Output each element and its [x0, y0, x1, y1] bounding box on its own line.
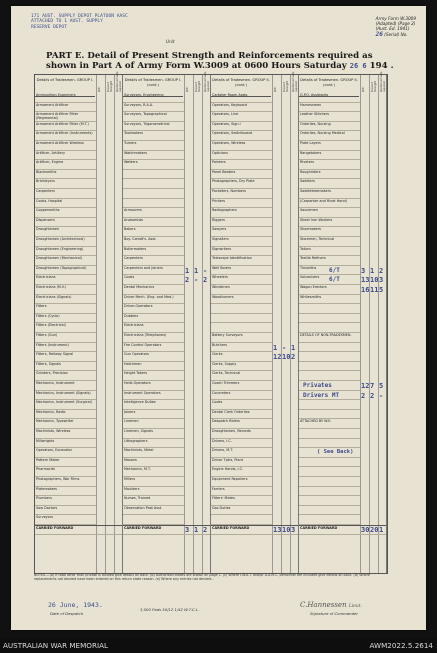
trade-row: [123, 515, 184, 525]
trade-row: Operators, Keyboard: [211, 103, 272, 113]
sub-column-header: W.E.: [274, 86, 277, 92]
trade-row: Wagon Erectors: [299, 285, 360, 295]
trade-row: Telescope Identification: [211, 256, 272, 266]
trade-row: [123, 179, 184, 189]
trade-row: Mechanics, Instrument: [35, 381, 96, 391]
privates-value: 5: [379, 382, 384, 390]
privates-label: Privates: [303, 382, 332, 389]
trade-row: Plumbers: [35, 496, 96, 506]
unit-line-1: 171 AUST. SUPPLY DEPOT PLATOON AASC: [31, 14, 128, 19]
trade-row: Draughtsmen (Topographical): [35, 266, 96, 276]
trade-row: Fitters, Railway Signal: [35, 352, 96, 362]
trade-row: Armourers: [123, 208, 184, 218]
trade-row: Storemen, Technical: [299, 237, 360, 247]
trade-row: Carpenters: [123, 256, 184, 266]
trade-row: Sheet Iron Workers: [299, 218, 360, 228]
trade-row: Coppersmiths: [35, 208, 96, 218]
carried-forward-label: CARRIED FORWARD: [211, 525, 298, 535]
trade-row: Surveyors, Engineering: [123, 93, 184, 103]
trade-row: Fitters (Cycle): [35, 314, 96, 324]
trade-row: Dental Clerk Orderlies: [211, 410, 272, 420]
trade-row: Operators, Wireless: [211, 141, 272, 151]
sub-column-header: W.E.: [186, 86, 189, 92]
tally-value: 16: [361, 286, 370, 294]
trade-row: Draughtsmen (Architectural): [35, 237, 96, 247]
trade-row: Operators, Switchboard: [211, 131, 272, 141]
privates-value: 12: [361, 382, 370, 390]
column-header: Details of Tradesmen. GROUP II. (cont.): [211, 75, 271, 97]
trade-row: Electricians (M.V.): [35, 285, 96, 295]
trade-row: Joiners: [123, 410, 184, 420]
trade-row: [123, 199, 184, 209]
see-back-note: ( See Back): [317, 449, 354, 456]
trade-row: Observation Post Asst.: [123, 506, 184, 516]
trade-row: Dispensers: [35, 218, 96, 228]
sub-column-header: Present Strength: [283, 80, 289, 92]
trade-row: Coach Trimmers: [211, 381, 272, 391]
trade-row: Sawyers: [211, 227, 272, 237]
trade-row: Surveyors: [35, 515, 96, 525]
trade-row: Platemakers: [35, 487, 96, 497]
trade-row: Clerks: [211, 352, 272, 362]
butchers-value: -: [282, 343, 287, 352]
carried-forward-label: CARRIED FORWARD: [299, 525, 386, 535]
trade-row: Mechanics, Instrument (Surgical): [35, 400, 96, 410]
sub-column-divider: [378, 71, 388, 573]
carpenters-value: 1: [194, 266, 199, 275]
trade-row: Turners: [123, 141, 184, 151]
carried-forward-value: 2: [203, 526, 208, 534]
trade-row: Operators, Excavator: [35, 448, 96, 458]
credit-right: AWM2022.5.2614: [369, 641, 433, 650]
butchers-value: 1: [291, 343, 296, 352]
title-year: 194 .: [369, 61, 394, 71]
privates-value: 7: [370, 382, 375, 390]
trade-row: Pattern Maker: [35, 458, 96, 468]
trade-row: Engine Hands, I.C.: [211, 467, 272, 477]
column-header: Details of Tradesmen. GROUP I. (cont.): [123, 75, 183, 97]
trade-row: Welders: [123, 160, 184, 170]
trade-row: [123, 170, 184, 180]
trade-row: Fitters (Gun): [35, 333, 96, 343]
trade-row: Panel Beaters: [211, 170, 272, 180]
trade-row: Draughtsmen (Engineering): [35, 247, 96, 257]
trade-row: Surveyors, Trigonometrical: [123, 122, 184, 132]
trade-row: Electricians: [35, 275, 96, 285]
trade-row: [299, 371, 360, 381]
trade-row: [299, 410, 360, 420]
trade-row: Fitters (Electrical): [35, 323, 96, 333]
trade-row: Mechanics, Radio: [35, 410, 96, 420]
trade-row: Orderlies, Nursing Medical: [299, 131, 360, 141]
trade-row: Woodturners: [211, 295, 272, 305]
sub-column-header: Present Strength: [195, 80, 201, 92]
trade-row: Fire Control Operators: [123, 343, 184, 353]
form-line-4: 26 (Serial) No.: [375, 30, 408, 38]
trade-row: Despatch Riders: [211, 419, 272, 429]
trade-row: Artificer, Artillery: [35, 151, 96, 161]
trade-row: Well Borers: [211, 266, 272, 276]
trade-row: Signwriters: [211, 247, 272, 257]
tally-value: 3: [379, 276, 384, 285]
trade-row: Riggers: [211, 218, 272, 228]
trade-row: Saddlers: [299, 179, 360, 189]
trade-row: [211, 323, 272, 333]
carpenters-value: -: [203, 266, 208, 275]
trade-row: Photographers, War Films: [35, 477, 96, 487]
trade-row: Saddletreemakers: [299, 189, 360, 199]
trade-row: [211, 304, 272, 314]
trade-row: Linemen: [123, 419, 184, 429]
title-date: 26 6: [349, 62, 367, 70]
trade-row: Battery Surveyors: [211, 333, 272, 343]
trade-row: Armament Artificer: [35, 103, 96, 113]
trade-row: Machinists, Wireless: [35, 429, 96, 439]
trade-row: Instrument Operators: [123, 391, 184, 401]
trade-row: Draughtsmen, Records: [211, 429, 272, 439]
trade-row: Gun Operators: [123, 352, 184, 362]
trade-row: Farriers: [211, 487, 272, 497]
form-identifier: [376, 16, 416, 37]
clerks-value: 10: [282, 353, 291, 362]
trade-row: [299, 429, 360, 439]
trade-row: Machinists, Metal: [123, 448, 184, 458]
trade-row: Painters: [211, 160, 272, 170]
tally-value: 2: [379, 266, 384, 275]
trade-row: Drivers, M.T.: [211, 448, 272, 458]
trade-row: Millwrights: [35, 439, 96, 449]
trade-row: Blacksmiths: [35, 170, 96, 180]
carried-forward-label: CARRIED FORWARD: [123, 525, 210, 535]
trade-row: Saw Doctors: [35, 506, 96, 516]
trade-row: Masons: [123, 458, 184, 468]
trade-row: Driver Tptrs, Plant: [211, 458, 272, 468]
trade-row: Armament Artificer (Instruments): [35, 131, 96, 141]
trade-row: [299, 362, 360, 372]
trade-row: Boilermakers: [123, 247, 184, 257]
carpenters-value: 1: [185, 266, 190, 275]
unit-label: Unit: [166, 39, 175, 44]
trade-row: Windsmen: [211, 285, 272, 295]
part-e-title: PART E. Detail of Present Strength and Reinforcements required as shown in Part A of Army Form W.3009 at 0600 Hours Saturday 26 6 194 .: [46, 51, 394, 71]
trade-row: Ammunition Examiners: [35, 93, 96, 103]
trade-row: Harnessmen: [299, 103, 360, 113]
trade-row: Surveyors, R.A.A.: [123, 103, 184, 113]
trade-row: Pharmacist: [35, 467, 96, 477]
trade-row: [299, 352, 360, 362]
trade-row: [299, 487, 360, 497]
carried-forward-value: 3: [185, 526, 190, 534]
trade-row: Draughtsmen (Mechanical): [35, 256, 96, 266]
trade-row: [299, 515, 360, 525]
trade-row: Textile Refiners: [299, 256, 360, 266]
trade-row: Clerks, Technical: [211, 371, 272, 381]
trade-row: Tinsmiths: [299, 266, 360, 276]
sub-column-header: W.E.: [362, 86, 365, 92]
carried-forward-value: 30: [361, 526, 370, 534]
form-line-2: (Adapted) (Page 2): [375, 21, 416, 27]
trade-row: Electricians (Signals): [35, 295, 96, 305]
trade-row: Driver-Operators: [123, 304, 184, 314]
sub-column-header: Reinforcements required: [116, 71, 122, 92]
drivers-value: -: [379, 391, 384, 400]
sub-column-header: Present Strength: [371, 80, 377, 92]
drivers-value: 2: [361, 391, 366, 400]
form-line-1: Army Form W.3009: [375, 16, 416, 21]
trade-row: Fitters' Mates: [211, 496, 272, 506]
trade-row: Electricians (Telephones): [123, 333, 184, 343]
trade-row: Lithographers: [123, 439, 184, 449]
group-column-1: [35, 71, 123, 573]
trade-row: [299, 506, 360, 516]
trade-row: Artificer, Engine: [35, 160, 96, 170]
carried-forward-value: 1: [379, 526, 384, 534]
notes: NOTES.—(a) If total other than private is divided give details on back. (b) Authorised trades are shown on page 1. (c) Where I.W.A.T. and/or A.A.M.C. personnel are included give details on back. (d) Where replacements not desired have been entered on this return state reason. (e) Where any entries not desired...: [34, 573, 370, 581]
drivers-value: 2: [370, 391, 375, 400]
trade-row: Draughtsmen: [35, 227, 96, 237]
trade-row: Bricklayers: [35, 179, 96, 189]
trade-row: [299, 467, 360, 477]
trade-row: Photographers, Dry Plate: [211, 179, 272, 189]
trade-row: [299, 323, 360, 333]
trade-row: Bakers: [123, 227, 184, 237]
trade-row: Linemen, Signals: [123, 429, 184, 439]
trade-row: Cooks: [123, 275, 184, 285]
tally-value: 11: [370, 286, 379, 294]
tally-value: 5: [379, 286, 384, 294]
trade-row: Concreters: [211, 391, 272, 401]
trade-row: Printers: [211, 199, 272, 209]
tally-value: 10: [370, 276, 379, 285]
carried-forward-value: 1: [194, 526, 199, 534]
sub-column-header: Reinforcements required: [380, 71, 386, 92]
trade-row: Boy. Comdt's. Asst.: [123, 237, 184, 247]
trade-row: [299, 496, 360, 506]
tally-value: 3: [361, 266, 366, 275]
trade-row: Cooks: [211, 400, 272, 410]
trade-row: Pocketers, Numbers: [211, 189, 272, 199]
trade-row: Millers: [123, 477, 184, 487]
trade-row: Hatchmen: [123, 362, 184, 372]
trade-row: Nurses, Trained: [123, 496, 184, 506]
unit-typed-lines: [31, 14, 128, 30]
trade-row: Fitters, Signals: [35, 362, 96, 372]
trade-row: Moulders: [123, 487, 184, 497]
signature-label: Signature of Commander: [310, 611, 358, 616]
tally-value: 1: [370, 266, 375, 275]
trade-row: Armament Artificer Fitter (M.T.): [35, 122, 96, 132]
trade-row: Shoemakers: [299, 227, 360, 237]
group-code: 6/T: [329, 266, 340, 274]
trade-row: Cartaker Room Assts.: [211, 93, 272, 103]
trade-row: Equipment Repairers: [211, 477, 272, 487]
sub-column-header: Reinforcements required: [204, 71, 210, 92]
trade-row: Fitters: [35, 304, 96, 314]
trade-row: [299, 304, 360, 314]
clerks-value: 12: [273, 353, 282, 362]
group-column-2: [123, 71, 211, 573]
trade-row: Mechanics, Instrument (Signals): [35, 391, 96, 401]
trade-row: [211, 314, 272, 324]
trade-row: Operators, Sign.l: [211, 122, 272, 132]
trade-row: Whitesmiths: [299, 295, 360, 305]
clerks-value: 2: [291, 353, 296, 362]
trade-row: Intelligence Duties: [123, 400, 184, 410]
trade-row: Mechanics, Typewriter: [35, 419, 96, 429]
trade-row: Clerks, Supply: [211, 362, 272, 372]
group-code: 6/T: [329, 276, 340, 284]
carried-forward-value: 3: [291, 526, 296, 534]
serial-number: 26: [375, 30, 383, 38]
trade-row: [123, 189, 184, 199]
trade-row: Height Takers: [123, 371, 184, 381]
trade-row: Armament Artificer Fitter (Regimental): [35, 112, 96, 122]
cooks-value: 2: [185, 276, 190, 285]
butchers-value: 1: [273, 343, 278, 352]
form-line-3: (Aust. Ed. 1941): [375, 26, 410, 32]
credit-left: AUSTRALIAN WAR MEMORIAL: [3, 641, 108, 650]
group-column-3: [211, 71, 299, 573]
trade-row: [211, 515, 272, 525]
trade-row: Toolmakers: [123, 131, 184, 141]
trade-row: Surveyors, Topographical: [123, 112, 184, 122]
trade-row: Gas Duties: [211, 506, 272, 516]
trade-row: Fitters (Instrument): [35, 343, 96, 353]
trade-row: Operators, Line: [211, 112, 272, 122]
cooks-value: 2: [203, 276, 208, 285]
credit-band: [0, 638, 437, 653]
trade-row: Armament Artificer Wireless: [35, 141, 96, 151]
trade-row: Carpenters: [35, 189, 96, 199]
cooks-value: -: [194, 276, 199, 285]
trade-row: Riveters: [299, 160, 360, 170]
trade-row: Drivers, I.C.: [211, 439, 272, 449]
unit-line-3: RESERVE DEPOT: [31, 24, 67, 30]
trade-row: Mechanics, M.T.: [123, 467, 184, 477]
despatch-date: 26 June, 1943.: [48, 601, 103, 609]
strength-table: [34, 71, 388, 574]
tally-value: 13: [361, 276, 370, 285]
trade-row: [299, 400, 360, 410]
trade-row: Wheelers: [211, 275, 272, 285]
sub-column-header: W.E.: [98, 86, 101, 92]
trade-row: G.P.O. Assistants: [299, 93, 360, 103]
trade-row: Tailors: [299, 247, 360, 257]
despatch-date-label: Date of Despatch: [50, 611, 84, 616]
carried-forward-value: 10: [282, 526, 291, 534]
trade-row: Butchers: [211, 343, 272, 353]
trade-row: Electricians: [123, 323, 184, 333]
trade-row: Anatomists: [123, 218, 184, 228]
trade-row: Cooks, Hospital: [35, 199, 96, 209]
trade-row: Opticians: [211, 151, 272, 161]
trade-row: Driver Mech. (Eng. and Med.): [123, 295, 184, 305]
trade-row: Leather Stitchers: [299, 112, 360, 122]
column-header: Details of Tradesmen. GROUP I.: [35, 75, 95, 97]
commander-signature: C.Hannessen Lieut.: [300, 601, 363, 609]
trade-row: Vulcanisers: [299, 275, 360, 285]
trade-row: Dental Mechanics: [123, 285, 184, 295]
trade-row: DETAILS OF NON-TRADESMEN.: [299, 333, 360, 343]
sub-column-header: Reinforcements required: [292, 71, 298, 92]
trade-row: [299, 439, 360, 449]
trade-row: Rangetakers: [299, 151, 360, 161]
carried-forward-value: 13: [273, 526, 282, 534]
group-column-4: [299, 71, 387, 573]
trade-row: Radiographers: [211, 208, 272, 218]
trade-row: [299, 343, 360, 353]
trade-row: Signallers: [211, 237, 272, 247]
trade-row: Watchmakers: [123, 151, 184, 161]
trade-row: (Carpenter and Rivet Hand): [299, 199, 360, 209]
trade-row: Orderlies, Nursing: [299, 122, 360, 132]
drivers-label: Drivers MT: [303, 391, 340, 399]
carried-forward-label: CARRIED FORWARD: [35, 525, 122, 535]
trade-row: [299, 314, 360, 324]
trade-row: [299, 477, 360, 487]
trade-row: Saucemen: [299, 208, 360, 218]
printer-line: 3,000 Pads 50/12 1/42 W.T.C.L.: [140, 607, 200, 612]
trade-row: Roughriders: [299, 170, 360, 180]
trade-row: [299, 458, 360, 468]
trade-row: Hollo Operators: [123, 381, 184, 391]
trade-row: ATTACHED BY W.E.: [299, 419, 360, 429]
trade-row: Carpenters and Joiners: [123, 266, 184, 276]
trade-row: Grinders, Precision: [35, 371, 96, 381]
column-header: Details of Tradesmen. GROUP II. (cont.): [299, 75, 359, 97]
carried-forward-value: 20: [370, 526, 379, 534]
trade-row: Dubbers: [123, 314, 184, 324]
trade-row: Plate Layers: [299, 141, 360, 151]
sub-column-header: Present Strength: [107, 80, 113, 92]
unit-line-2: ATTACHED TO 1 AUST. SUPPLY: [31, 19, 103, 25]
